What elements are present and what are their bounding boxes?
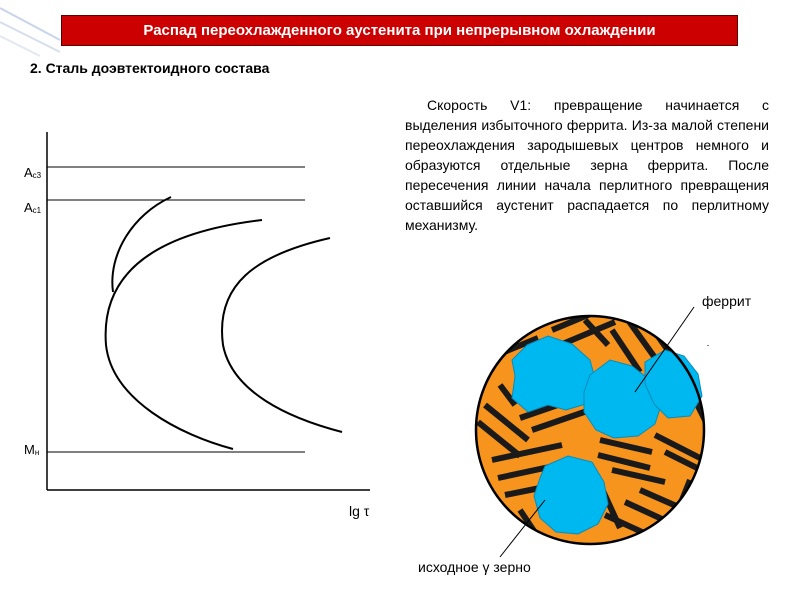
slide-title: Распад переохлажденного аустенита при непрерывном охлаждении xyxy=(61,15,738,46)
x-axis-label: lg τ xyxy=(349,503,370,519)
mn-label: Mн xyxy=(24,442,40,457)
section-subtitle: 2. Сталь доэвтектоидного состава xyxy=(30,60,270,76)
description-paragraph: Скорость V1: превращение начинается с выделения избыточного феррита. Из-за малой степени переохлаждения зародышевых центров немного и образуются отдельные зерна феррита. После пересечения линии начала перлитного превращения оставшийся аустенит распадается по перлитному механизму. xyxy=(405,97,769,233)
ac1-label: Ac1 xyxy=(24,200,42,215)
grain-label: исходное γ зерно xyxy=(418,559,531,575)
ferrite-label: феррит xyxy=(702,293,752,309)
ac3-label: Ac3 xyxy=(24,165,42,180)
